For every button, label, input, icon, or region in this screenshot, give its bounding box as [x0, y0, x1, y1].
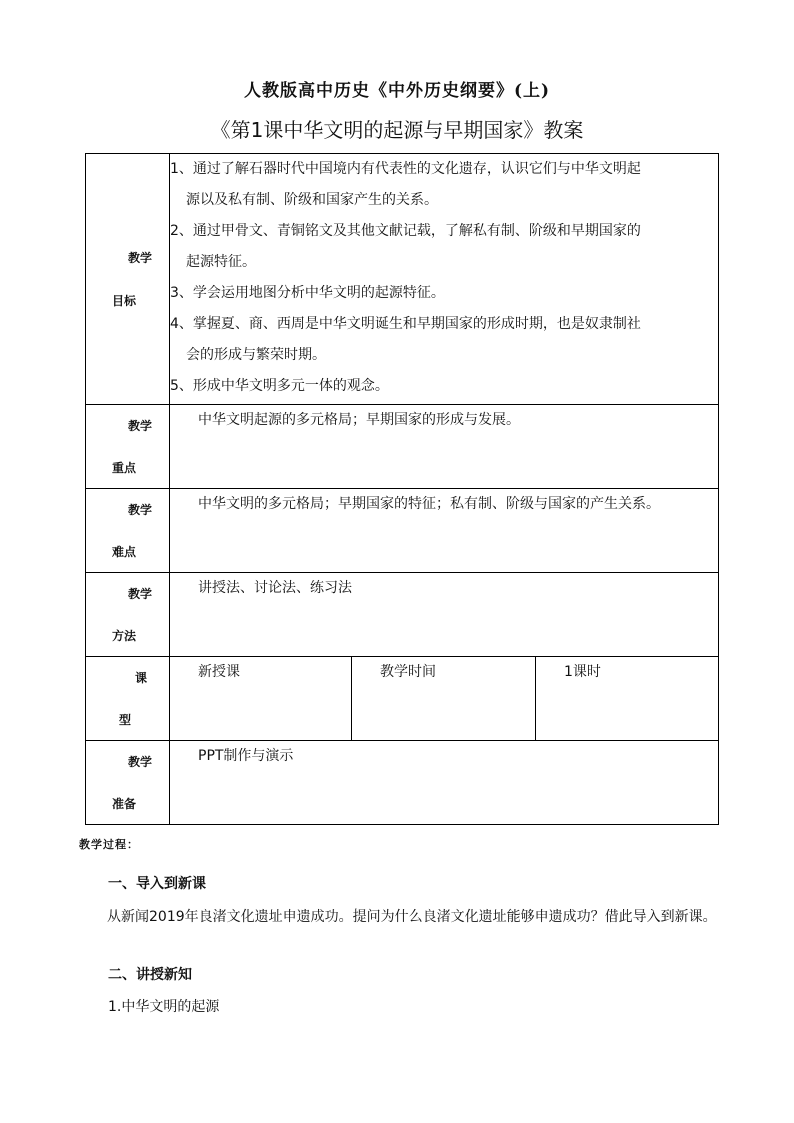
goals-row: [86, 154, 719, 405]
goal-item-continuation: 起源特征。: [186, 254, 256, 270]
goals-content-cell: [170, 154, 719, 405]
goals-label-line2: 目标: [112, 294, 137, 308]
lesson-type-value: 新授课: [170, 657, 352, 741]
goals-label-cell: [86, 154, 170, 405]
lesson-type-label-line1: 课: [135, 671, 148, 685]
document-title: 人教版高中历史《中外历史纲要》(上): [243, 81, 551, 101]
goal-item-continuation: 源以及私有制、阶级和国家产生的关系。: [186, 192, 438, 208]
goal-item-continuation: 会的形成与繁荣时期。: [186, 347, 326, 363]
key-points-label-line1: 教学: [128, 419, 153, 433]
methods-row: [86, 573, 719, 657]
preparation-row: [86, 741, 719, 825]
goal-item-line: 3、学会运用地图分析中华文明的起源特征。: [170, 285, 445, 301]
preparation-label-cell: [86, 741, 170, 825]
goal-item: [170, 371, 718, 402]
goal-item-line: 4、掌握夏、商、西周是中华文明诞生和早期国家的形成时期，也是奴隶制社: [170, 316, 641, 332]
difficulties-label-line1: 教学: [128, 503, 153, 517]
difficulties-label-line2: 难点: [112, 545, 137, 559]
goal-item: [170, 278, 718, 309]
preparation-label-line1: 教学: [128, 755, 153, 769]
methods-label-line1: 教学: [128, 587, 153, 601]
lesson-title: 《第1课中华文明的起源与早期国家》教案: [210, 118, 584, 142]
key-points-row: [86, 405, 719, 489]
goal-item: [170, 216, 718, 278]
preparation-label-line2: 准备: [112, 797, 137, 811]
lesson-time-value: 1课时: [536, 657, 719, 741]
lesson-type-label-cell: [86, 657, 170, 741]
key-points-label-cell: [86, 405, 170, 489]
section-paragraph: 从新闻2019年良渚文化遗址申遗成功。提问为什么良渚文化遗址能够申遗成功？借此导入到新课。: [107, 909, 717, 925]
lesson-type-row: [86, 657, 719, 741]
lesson-time-label: 教学时间: [352, 657, 536, 741]
methods-content: 讲授法、讨论法、练习法: [170, 573, 719, 657]
methods-label-cell: [86, 573, 170, 657]
goals-label-line1: 教学: [128, 251, 153, 265]
goal-item-line: 5、形成中华文明多元一体的观念。: [170, 378, 389, 394]
key-points-label-line2: 重点: [112, 461, 137, 475]
difficulties-content: 中华文明的多元格局；早期国家的特征；私有制、阶级与国家的产生关系。: [170, 489, 719, 573]
process-label: 教学过程：: [79, 838, 139, 851]
goal-item: [170, 154, 718, 216]
key-points-content: 中华文明起源的多元格局；早期国家的形成与发展。: [170, 405, 719, 489]
section-heading: 一、导入到新课: [108, 876, 206, 892]
goal-item-line: 1、通过了解石器时代中国境内有代表性的文化遗存，认识它们与中华文明起: [170, 161, 641, 177]
lesson-plan-table: [85, 153, 719, 825]
lesson-type-label-line2: 型: [119, 713, 132, 727]
goal-item-line: 2、通过甲骨文、青铜铭文及其他文献记载，了解私有制、阶级和早期国家的: [170, 223, 641, 239]
section-heading: 二、讲授新知: [108, 967, 192, 983]
goal-item: [170, 309, 718, 371]
methods-label-line2: 方法: [112, 629, 137, 643]
subsection-heading: 1.中华文明的起源: [108, 999, 220, 1015]
preparation-content: PPT制作与演示: [170, 741, 719, 825]
difficulties-label-cell: [86, 489, 170, 573]
difficulties-row: [86, 489, 719, 573]
